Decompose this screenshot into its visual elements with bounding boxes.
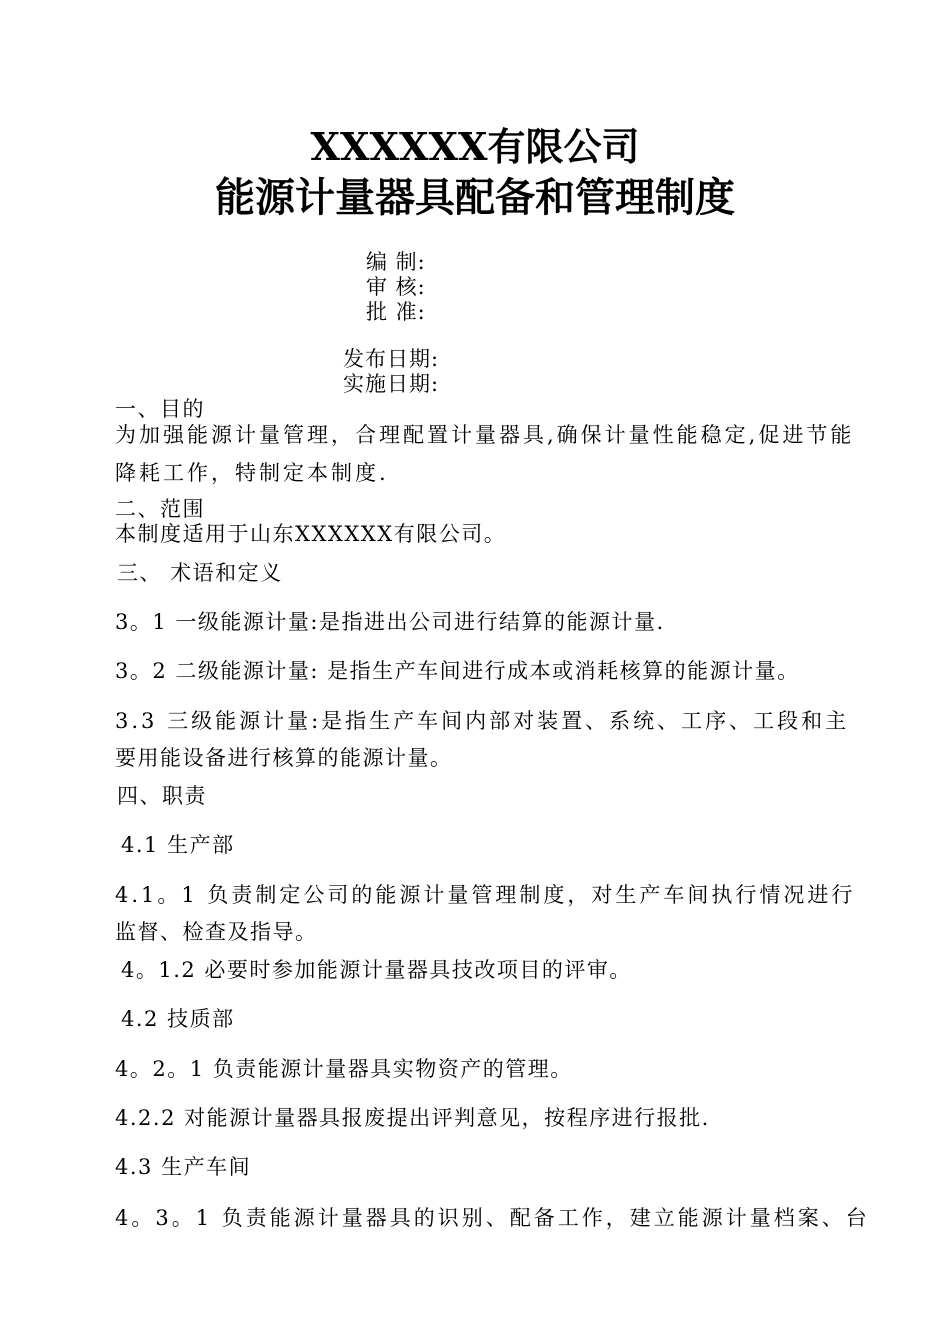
paragraph-line: 4。3。1 负责能源计量器具的识别、配备工作，建立能源计量档案、台 [115,1206,870,1230]
company-title: XXXXXX有限公司 [310,124,640,169]
paragraph-line: 3。1 一级能源计量:是指进出公司进行结算的能源计量. [115,610,665,634]
paragraph-line: 本制度适用于山东XXXXXX有限公司。 [115,522,507,546]
paragraph-line: 4.1。1 负责制定公司的能源计量管理制度，对生产车间执行情况进行 [115,883,856,907]
release-date-label: 发布日期: [343,347,440,371]
effective-date-label: 实施日期: [343,372,440,396]
prepared-by-label: 编 制: [366,250,426,274]
paragraph-line: 要用能设备进行核算的能源计量。 [115,746,453,770]
approved-by-label: 批 准: [366,300,426,324]
section-heading-scope: 二、范围 [115,497,205,521]
document-title: 能源计量器具配备和管理制度 [215,174,735,221]
subsection-heading: 4.2 技质部 [121,1007,235,1031]
paragraph-line: 4。2。1 负责能源计量器具实物资产的管理。 [115,1057,573,1081]
paragraph-line: 4。1.2 必要时参加能源计量器具技改项目的评审。 [121,958,632,982]
section-heading-purpose: 一、目的 [115,397,205,421]
paragraph-line: 3.3 三级能源计量:是指生产车间内部对装置、系统、工序、工段和主 [115,709,850,733]
subsection-heading: 4.3 生产车间 [115,1155,252,1179]
subsection-heading: 4.1 生产部 [121,833,235,857]
paragraph-line: 为加强能源计量管理，合理配置计量器具,确保计量性能稳定,促进节能 [115,423,855,447]
section-heading-terms: 三、 术语和定义 [117,561,283,585]
paragraph-line: 4.2.2 对能源计量器具报废提出评判意见，按程序进行报批. [115,1106,710,1130]
paragraph-line: 降耗工作，特制定本制度. [115,461,389,485]
paragraph-line: 监督、检查及指导。 [115,920,318,944]
reviewed-by-label: 审 核: [366,275,426,299]
section-heading-responsibilities: 四、职责 [117,784,207,808]
paragraph-line: 3。2 二级能源计量: 是指生产车间进行成本或消耗核算的能源计量。 [115,659,800,683]
